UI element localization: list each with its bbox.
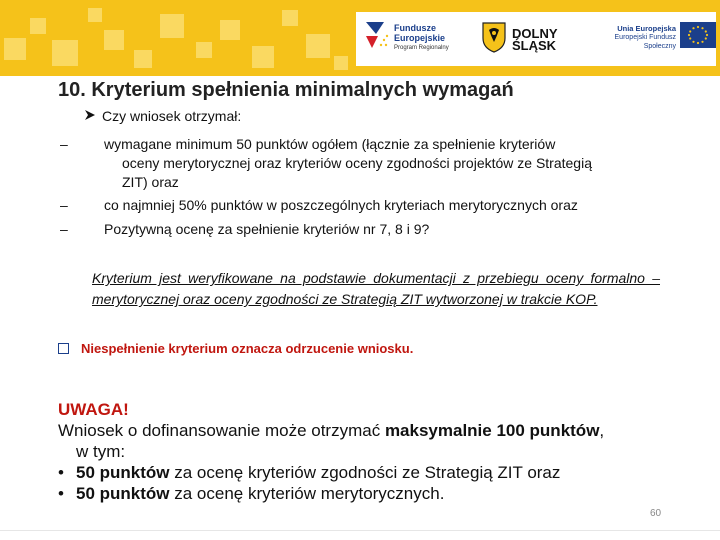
uwaga-bullet-1 [58, 463, 560, 483]
decor-square [134, 50, 152, 68]
decor-square [334, 56, 348, 70]
uwaga-heading: UWAGA! [58, 400, 129, 419]
ds-line2: ŚLĄSK [512, 37, 557, 53]
uwaga-bullet-1-bold: 50 punktów [76, 463, 170, 482]
uwaga-line-1-text: Wniosek o dofinansowanie może otrzymać [58, 421, 385, 440]
uwaga-bullet-2-bold: 50 punktów [76, 484, 170, 503]
ue-line1: Unia Europejska [617, 24, 676, 33]
dot-bullet: • [58, 484, 64, 503]
uwaga-max-points: maksymalnie 100 punktów [384, 421, 600, 440]
unia-europejska-logo [594, 22, 716, 53]
decor-square [104, 30, 124, 50]
slide-title: 10. Kryterium spełnienia minimalnych wymagań [58, 79, 514, 101]
question-text: Czy wniosek otrzymał: [102, 108, 242, 124]
uwaga-line-2: w tym: [76, 442, 126, 461]
uwaga-line-1-end: , [599, 421, 605, 440]
dolny-slask-logo [480, 20, 558, 59]
uwaga-bullet-1-text: za ocenę kryteriów zgodności ze Strategią ZIT oraz [169, 463, 561, 482]
decor-square [88, 8, 102, 22]
dot-bullet: • [58, 463, 64, 482]
rejection-warning [58, 341, 413, 356]
footer-divider [0, 530, 720, 531]
decor-square [252, 46, 274, 68]
dash-item-1-line-3: ZIT) oraz [122, 174, 179, 190]
arrow-bullet-icon [84, 108, 102, 124]
fe-line2: Europejskie [394, 32, 446, 43]
dash-item-3-line-1: Pozytywną ocenę za spełnienie kryteriów nr 7, 8 i 9? [104, 221, 430, 237]
header-banner [0, 0, 720, 76]
decor-square [160, 14, 184, 38]
verification-note: Kryterium jest weryfikowane na podstawie dokumentacji z przebiegu oceny formalno – merytorycznej oraz oceny zgodności ze Strategią ZIT wytworzonej w trakcie KOP. [92, 270, 660, 307]
eu-flag-icon [680, 22, 716, 53]
uwaga-bullet-2-text: za ocenę kryteriów merytorycznych. [169, 484, 445, 503]
logo-bar [356, 12, 716, 66]
rejection-warning-text: Niespełnienie kryterium oznacza odrzucenie wniosku. [81, 341, 414, 356]
dash-item-1-line-2: oceny merytorycznej oraz kryteriów oceny zgodności projektów ze Strategią [122, 155, 592, 171]
fe-line3: Program Regionalny [394, 44, 449, 51]
fe-line1: Fundusze [394, 22, 436, 33]
decor-square [30, 18, 46, 34]
dash-bullet: – [60, 197, 68, 213]
decor-square [52, 40, 78, 66]
ue-line2: Europejski Fundusz Społeczny [614, 34, 676, 50]
decor-square [4, 38, 26, 60]
decor-square [220, 20, 240, 40]
dash-item-2-line-1: co najmniej 50% punktów w poszczególnych kryteriach merytorycznych oraz [104, 197, 578, 213]
dolny-slask-coat-of-arms-icon [480, 20, 508, 59]
dash-bullet: – [60, 221, 68, 237]
decor-square [282, 10, 298, 26]
page-number: 60 [650, 508, 662, 519]
eu-funds-star-icon [364, 18, 390, 57]
question-line [84, 108, 241, 124]
ds-line1: DOLNY [512, 25, 558, 41]
uwaga-bullet-2 [58, 484, 444, 504]
fundusze-europejskie-logo [364, 18, 449, 57]
decor-square [306, 34, 330, 58]
decor-square [196, 42, 212, 58]
uwaga-line-1 [58, 421, 604, 441]
dash-item-1-line-1: wymagane minimum 50 punktów ogółem (łącznie za spełnienie kryteriów [104, 136, 556, 152]
dash-bullet: – [60, 136, 68, 152]
checkbox-bullet-icon [58, 343, 69, 354]
